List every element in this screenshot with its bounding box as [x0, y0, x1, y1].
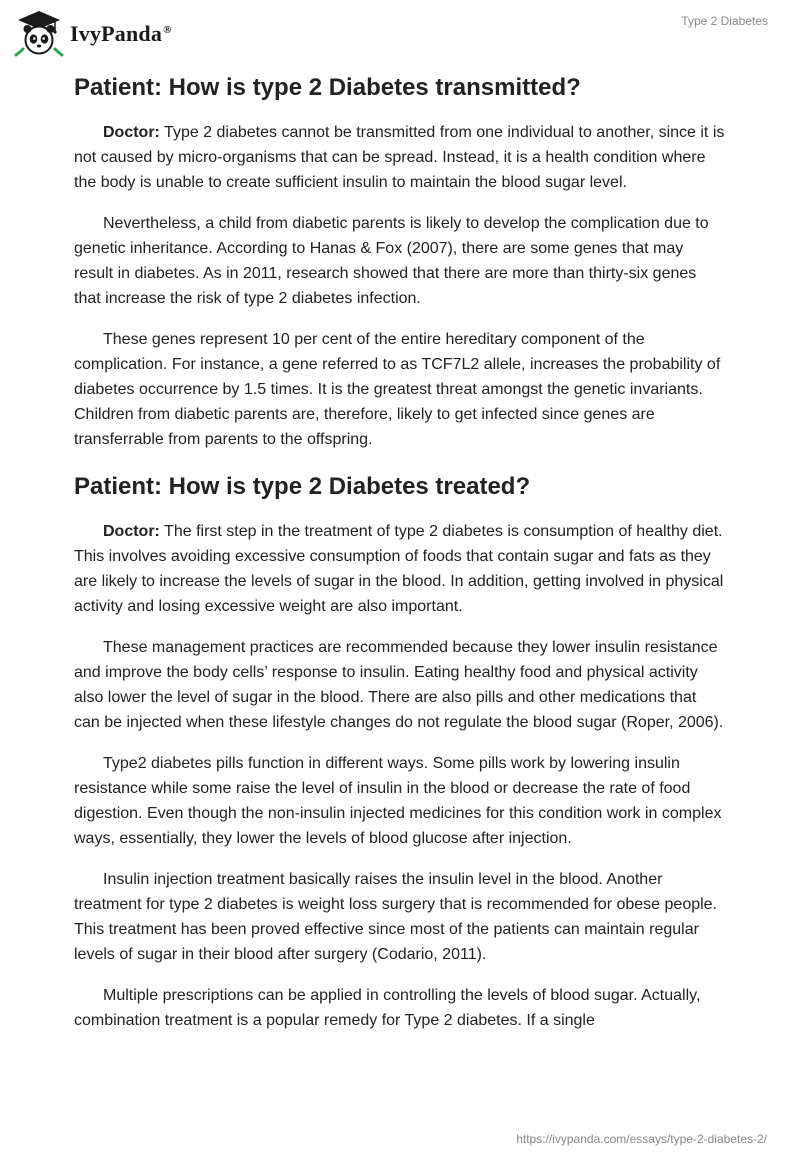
document-title: Type 2 Diabetes [681, 14, 768, 28]
speaker-label: Doctor: [103, 124, 160, 141]
paragraph: These genes represent 10 per cent of the entire hereditary component of the complication. For instance, a gene referred to as TCF7L2 allele, increases the probability of diabetes occurrence by 1.5 times. It is the greatest threat amongst the genetic invariants. Children from diabetic parents are, therefore, likely to get infected since genes are transferrable from parents to the offspring. [74, 331, 721, 448]
ivypanda-logo[interactable] [14, 9, 172, 57]
page-header [0, 0, 800, 70]
section-heading-treatment: Patient: How is type 2 Diabetes treated? [74, 473, 531, 500]
section-heading-transmission: Patient: How is type 2 Diabetes transmitted? [74, 74, 581, 101]
source-url[interactable]: https://ivypanda.com/essays/type-2-diabetes-2/ [516, 1132, 767, 1146]
paragraph: Doctor: The first step in the treatment of type 2 diabetes is consumption of healthy diet. This involves avoiding excessive consumption of foods that contain sugar and fats as they are likely to increase the levels of sugar in the blood. In addition, getting involved in physical activity and losing excessive weight are also important. [74, 523, 724, 615]
brand-name: IvyPanda® [70, 21, 172, 46]
paragraph: Nevertheless, a child from diabetic parents is likely to develop the complication due to genetic inheritance. According to Hanas & Fox (2007), there are some genes that may result in diabetes. As in 2011, research showed that there are more than thirty-six genes that increase the risk of type 2 diabetes infection. [74, 215, 709, 307]
speaker-label: Doctor: [103, 523, 160, 540]
paragraph: Insulin injection treatment basically raises the insulin level in the blood. Another treatment for type 2 diabetes is weight loss surgery that is recommended for obese people. This treatment has been proved effective since most of the patients can maintain regular levels of sugar in their blood after surgery (Codario, 2011). [74, 871, 718, 963]
panda-graduation-cap-icon [14, 9, 64, 57]
paragraph: Type2 diabetes pills function in different ways. Some pills work by lowering insulin resistance while some raise the level of insulin in the blood or decrease the rate of food digestion. Even though the non-insulin injected medicines for this condition work in complex ways, essentially, they lower the levels of blood glucose after injection. [74, 755, 722, 847]
paragraph: Multiple prescriptions can be applied in controlling the levels of blood sugar. Actually, combination treatment is a popular remedy for Type 2 diabetes. If a single [74, 987, 701, 1029]
essay-content [74, 73, 726, 1049]
paragraph: These management practices are recommended because they lower insulin resistance and improve the body cells’ response to insulin. Eating healthy food and physical activity also lower the level of sugar in the blood. There are also pills and other medications that can be injected when these lifestyle changes do not regulate the blood sugar (Roper, 2006). [74, 639, 724, 731]
paragraph: Doctor: Type 2 diabetes cannot be transmitted from one individual to another, since it is not caused by micro-organisms that can be spread. Instead, it is a health condition where the body is unable to create sufficient insulin to maintain the blood sugar level. [74, 124, 725, 191]
